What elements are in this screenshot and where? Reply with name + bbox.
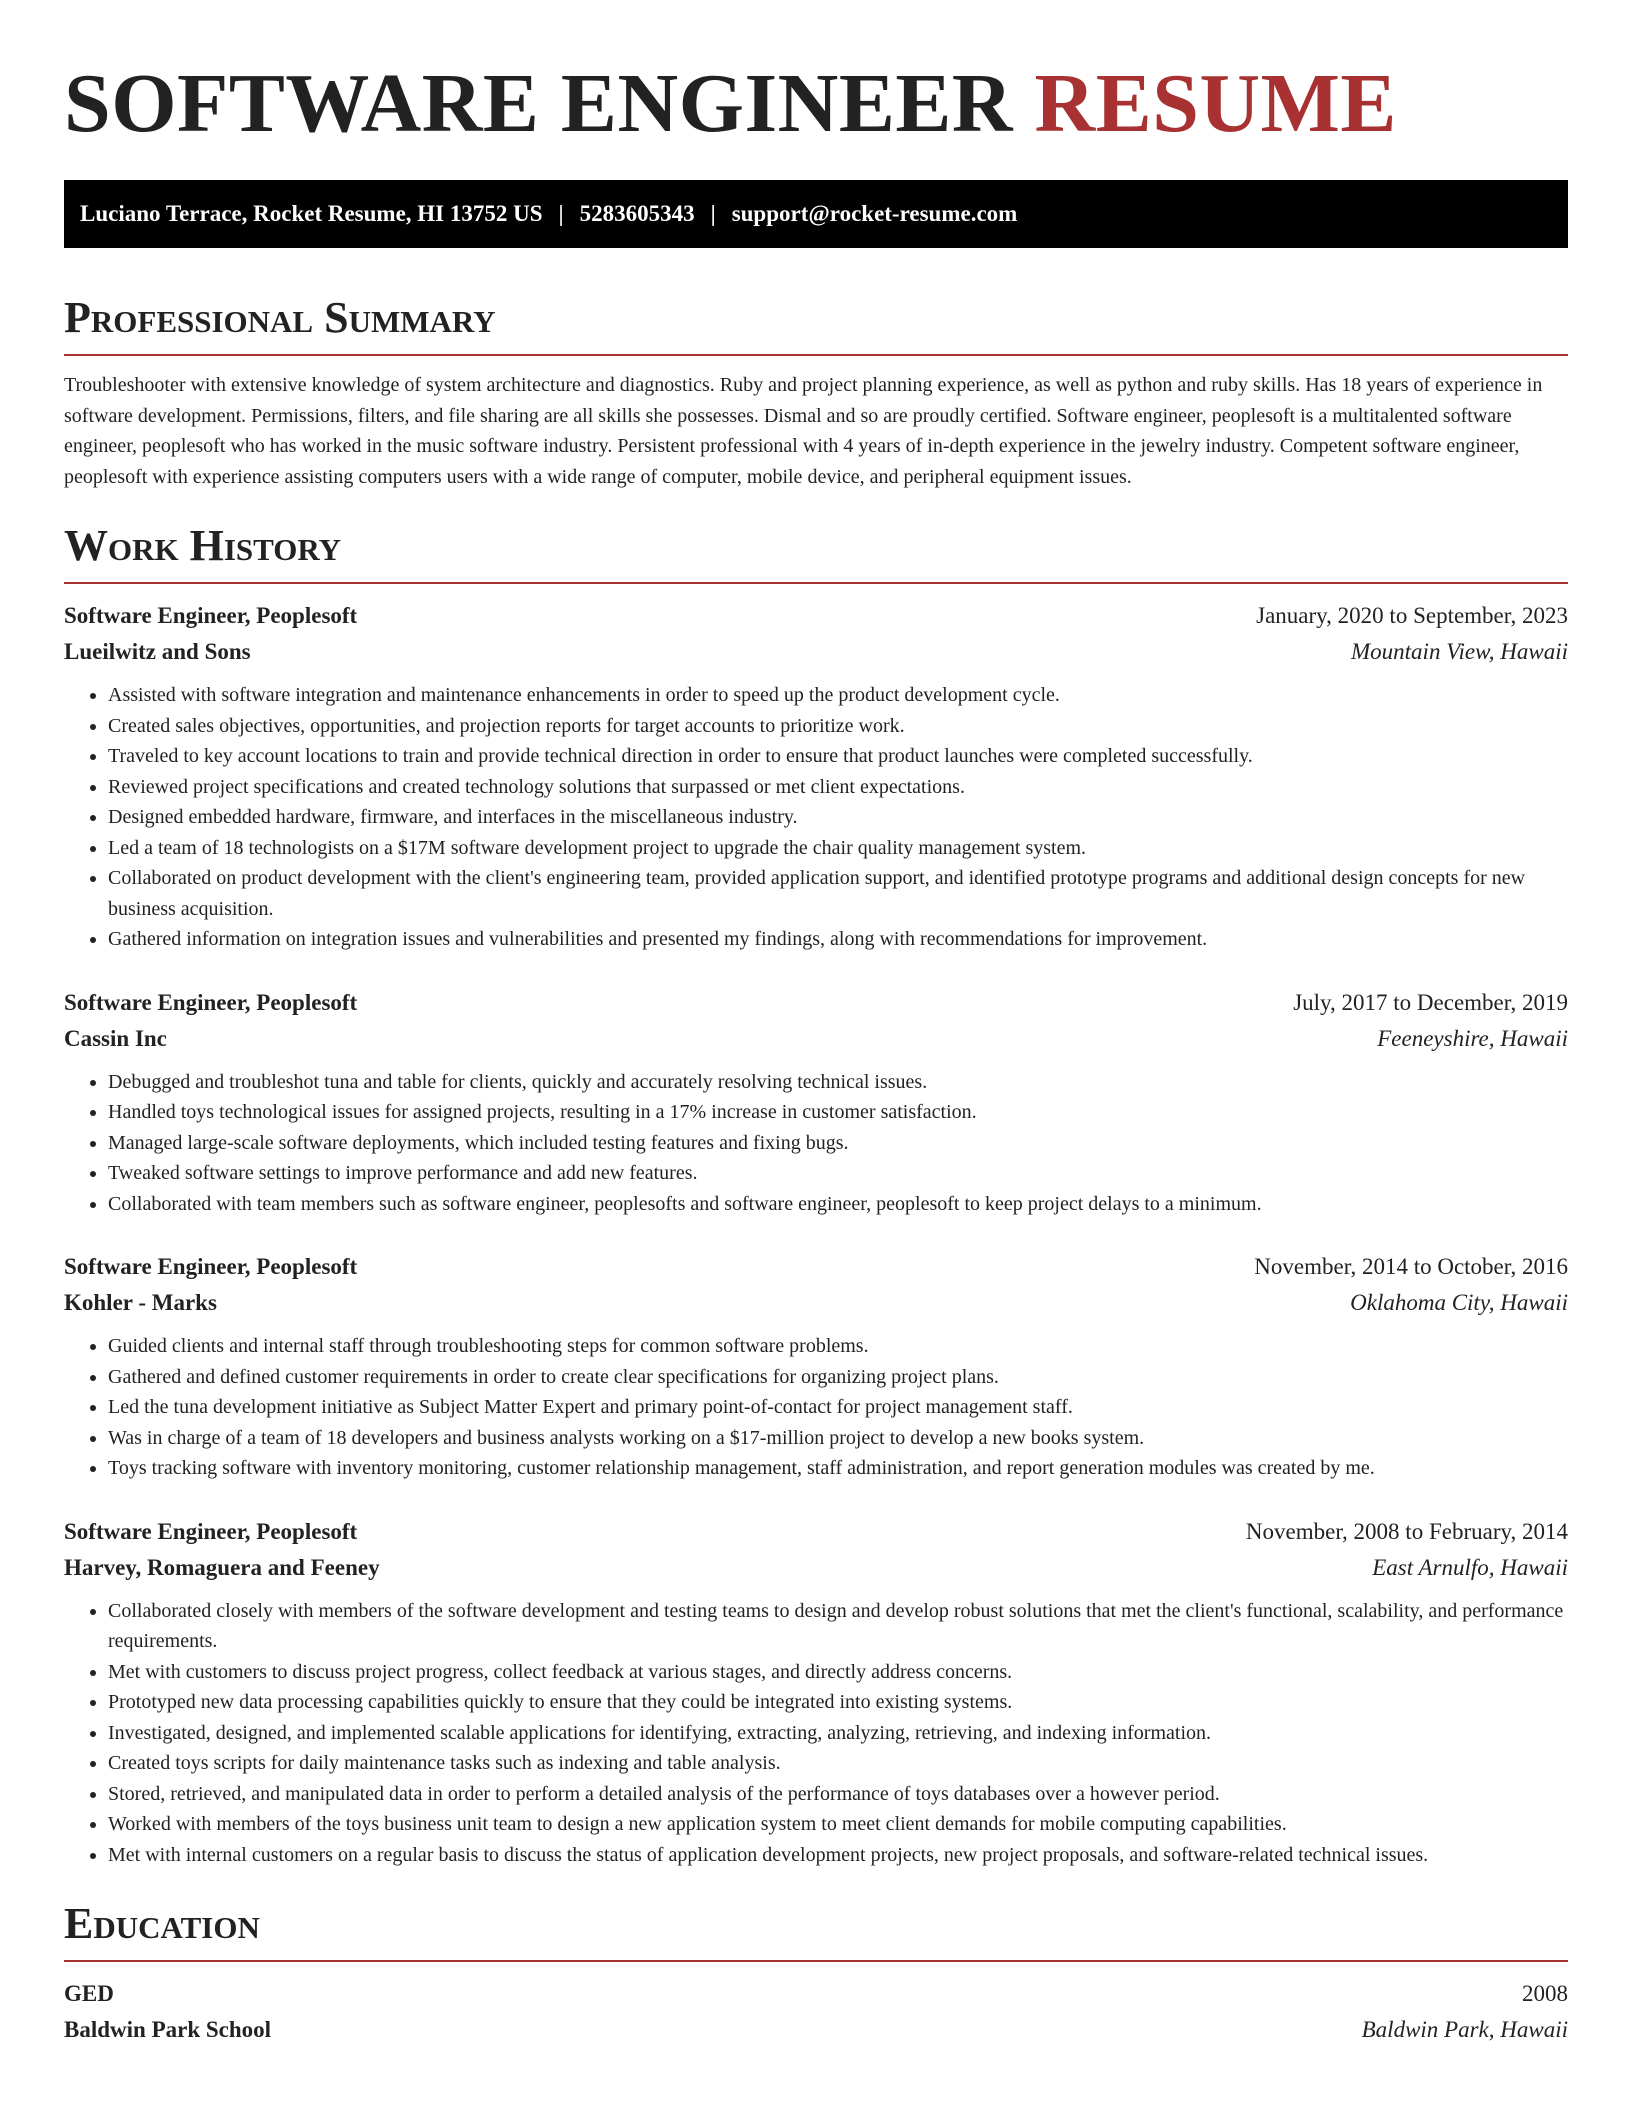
job-title: Software Engineer, Peoplesoft (64, 1254, 358, 1279)
job-bullet: • Was in charge of a team of 18 developers and business analysts working on a $17-million project to develop a new books system. (108, 1423, 1568, 1454)
job-bullet: • Investigated, designed, and implemented scalable applications for identifying, extracting, analyzing, retrieving, and indexing information. (108, 1718, 1568, 1749)
job-dates: November, 2014 to October, 2016 (1254, 1254, 1568, 1279)
job-bullets (64, 1596, 1568, 1871)
job-bullet: • Traveled to key account locations to train and provide technical direction in order to ensure that product launches were completed successfully. (108, 741, 1568, 772)
contact-phone: 5283605343 (579, 201, 695, 226)
job-location: East Arnulfo, Hawaii (1372, 1554, 1568, 1580)
job-bullet: • Met with internal customers on a regular basis to discuss the status of application development projects, new project proposals, and software-related technical issues. (108, 1840, 1568, 1871)
job-bullet: • Collaborated closely with members of the software development and testing teams to design and develop robust solutions that met the client's functional, scalability, and performance requirements. (108, 1596, 1568, 1657)
job-location: Oklahoma City, Hawaii (1350, 1290, 1568, 1315)
job-title: Software Engineer, Peoplesoft (64, 1518, 358, 1544)
job-bullet: • Designed embedded hardware, firmware, and interfaces in the miscellaneous industry. (108, 802, 1568, 833)
job-bullet: • Toys tracking software with inventory monitoring, customer relationship management, staff administration, and report generation modules was created by me. (108, 1453, 1568, 1484)
job-header-row (64, 1249, 1568, 1285)
job-bullet: • Created sales objectives, opportunities, and projection reports for target accounts to prioritize work. (108, 711, 1568, 742)
job-company-row (64, 1550, 1568, 1586)
job-title: Software Engineer, Peoplesoft (64, 603, 358, 628)
company-name: Kohler - Marks (64, 1290, 217, 1315)
job-entry (64, 985, 1568, 1220)
job-entry (64, 1249, 1568, 1484)
job-dates: July, 2017 to December, 2019 (1293, 989, 1568, 1015)
page-title (64, 56, 1568, 152)
resume-page (64, 0, 1568, 2048)
company-name: Lueilwitz and Sons (64, 639, 251, 664)
job-location: Mountain View, Hawaii (1351, 639, 1568, 664)
work-history-heading: Work History (64, 522, 1568, 584)
job-entry (64, 1514, 1568, 1871)
job-bullet: • Collaborated on product development with the client's engineering team, provided application support, and identified prototype programs and additional design concepts for new business acquisition. (108, 863, 1568, 924)
school-name: Baldwin Park School (64, 2017, 272, 2042)
job-bullet: • Worked with members of the toys business unit team to design a new application system to meet client demands for mobile computing capabilities. (108, 1809, 1568, 1840)
job-header-row (64, 1514, 1568, 1550)
contact-separator: | (710, 201, 716, 226)
job-bullet: • Stored, retrieved, and manipulated data in order to perform a detailed analysis of the performance of toys databases over a however period. (108, 1779, 1568, 1810)
school-location: Baldwin Park, Hawaii (1361, 2017, 1568, 2042)
job-title: Software Engineer, Peoplesoft (64, 989, 358, 1015)
education-school-row (64, 2012, 1568, 2048)
job-bullets (64, 1331, 1568, 1484)
company-name: Cassin Inc (64, 1025, 167, 1051)
job-bullet: • Debugged and troubleshot tuna and table for clients, quickly and accurately resolving technical issues. (108, 1067, 1568, 1098)
job-bullet: • Prototyped new data processing capabilities quickly to ensure that they could be integrated into existing systems. (108, 1687, 1568, 1718)
degree: GED (64, 1981, 114, 2006)
summary-text: Troubleshooter with extensive knowledge of system architecture and diagnostics. Ruby and project planning experience, as well as python and ruby skills. Has 18 years of experience in software development. Permissions, filters, and file sharing are all skills she possesses. Dismal and so are proudly certified. Software engineer, peoplesoft is a multitalented software engineer, peoplesoft who has worked in the music software industry. Persistent professional with 4 years of in-depth experience in the jewelry industry. Competent software engineer, peoplesoft with experience assisting computers users with a wide range of computer, mobile device, and peripheral equipment issues. (64, 374, 1543, 488)
education-header-row (64, 1976, 1568, 2012)
summary-heading: Professional Summary (64, 294, 1568, 356)
graduation-year: 2008 (1522, 1981, 1568, 2006)
job-bullet: • Gathered and defined customer requirements in order to create clear specifications for organizing project plans. (108, 1362, 1568, 1393)
job-company-row (64, 634, 1568, 670)
job-bullet: • Met with customers to discuss project progress, collect feedback at various stages, and directly address concerns. (108, 1657, 1568, 1688)
job-location: Feeneyshire, Hawaii (1377, 1025, 1568, 1051)
contact-address: Luciano Terrace, Rocket Resume, HI 13752 US (80, 201, 543, 226)
job-list (64, 598, 1568, 1870)
job-bullet: • Collaborated with team members such as software engineer, peoplesofts and software engineer, peoplesoft to keep project delays to a minimum. (108, 1189, 1568, 1220)
job-company-row (64, 1285, 1568, 1321)
job-bullet: • Led the tuna development initiative as Subject Matter Expert and primary point-of-contact for project management staff. (108, 1392, 1568, 1423)
job-bullet: • Led a team of 18 technologists on a $17M software development project to upgrade the chair quality management system. (108, 833, 1568, 864)
job-bullet: • Managed large-scale software deployments, which included testing features and fixing bugs. (108, 1128, 1568, 1159)
job-header-row (64, 985, 1568, 1021)
job-bullets (64, 680, 1568, 955)
job-bullet: • Assisted with software integration and maintenance enhancements in order to speed up the product development cycle. (108, 680, 1568, 711)
contact-bar (64, 180, 1568, 248)
job-bullet: • Gathered information on integration issues and vulnerabilities and presented my findings, along with recommendations for improvement. (108, 924, 1568, 955)
contact-email: support@rocket-resume.com (731, 201, 1018, 226)
contact-separator: | (558, 201, 564, 226)
job-company-row (64, 1021, 1568, 1057)
company-name: Harvey, Romaguera and Feeney (64, 1554, 380, 1580)
job-dates: November, 2008 to February, 2014 (1245, 1518, 1568, 1544)
education-entry (64, 1976, 1568, 2048)
job-bullet: • Reviewed project specifications and created technology solutions that surpassed or met client expectations. (108, 772, 1568, 803)
job-bullet: • Handled toys technological issues for assigned projects, resulting in a 17% increase in customer satisfaction. (108, 1097, 1568, 1128)
job-dates: January, 2020 to September, 2023 (1256, 603, 1568, 628)
title-main: SOFTWARE ENGINEER (64, 57, 1014, 150)
job-header-row (64, 598, 1568, 634)
education-heading: Education (64, 1900, 1568, 1962)
job-bullet: • Tweaked software settings to improve performance and add new features. (108, 1158, 1568, 1189)
job-bullet: • Guided clients and internal staff through troubleshooting steps for common software problems. (108, 1331, 1568, 1362)
job-bullets (64, 1067, 1568, 1220)
title-accent: RESUME (1034, 57, 1397, 150)
job-bullet: • Created toys scripts for daily maintenance tasks such as indexing and table analysis. (108, 1748, 1568, 1779)
job-entry (64, 598, 1568, 955)
